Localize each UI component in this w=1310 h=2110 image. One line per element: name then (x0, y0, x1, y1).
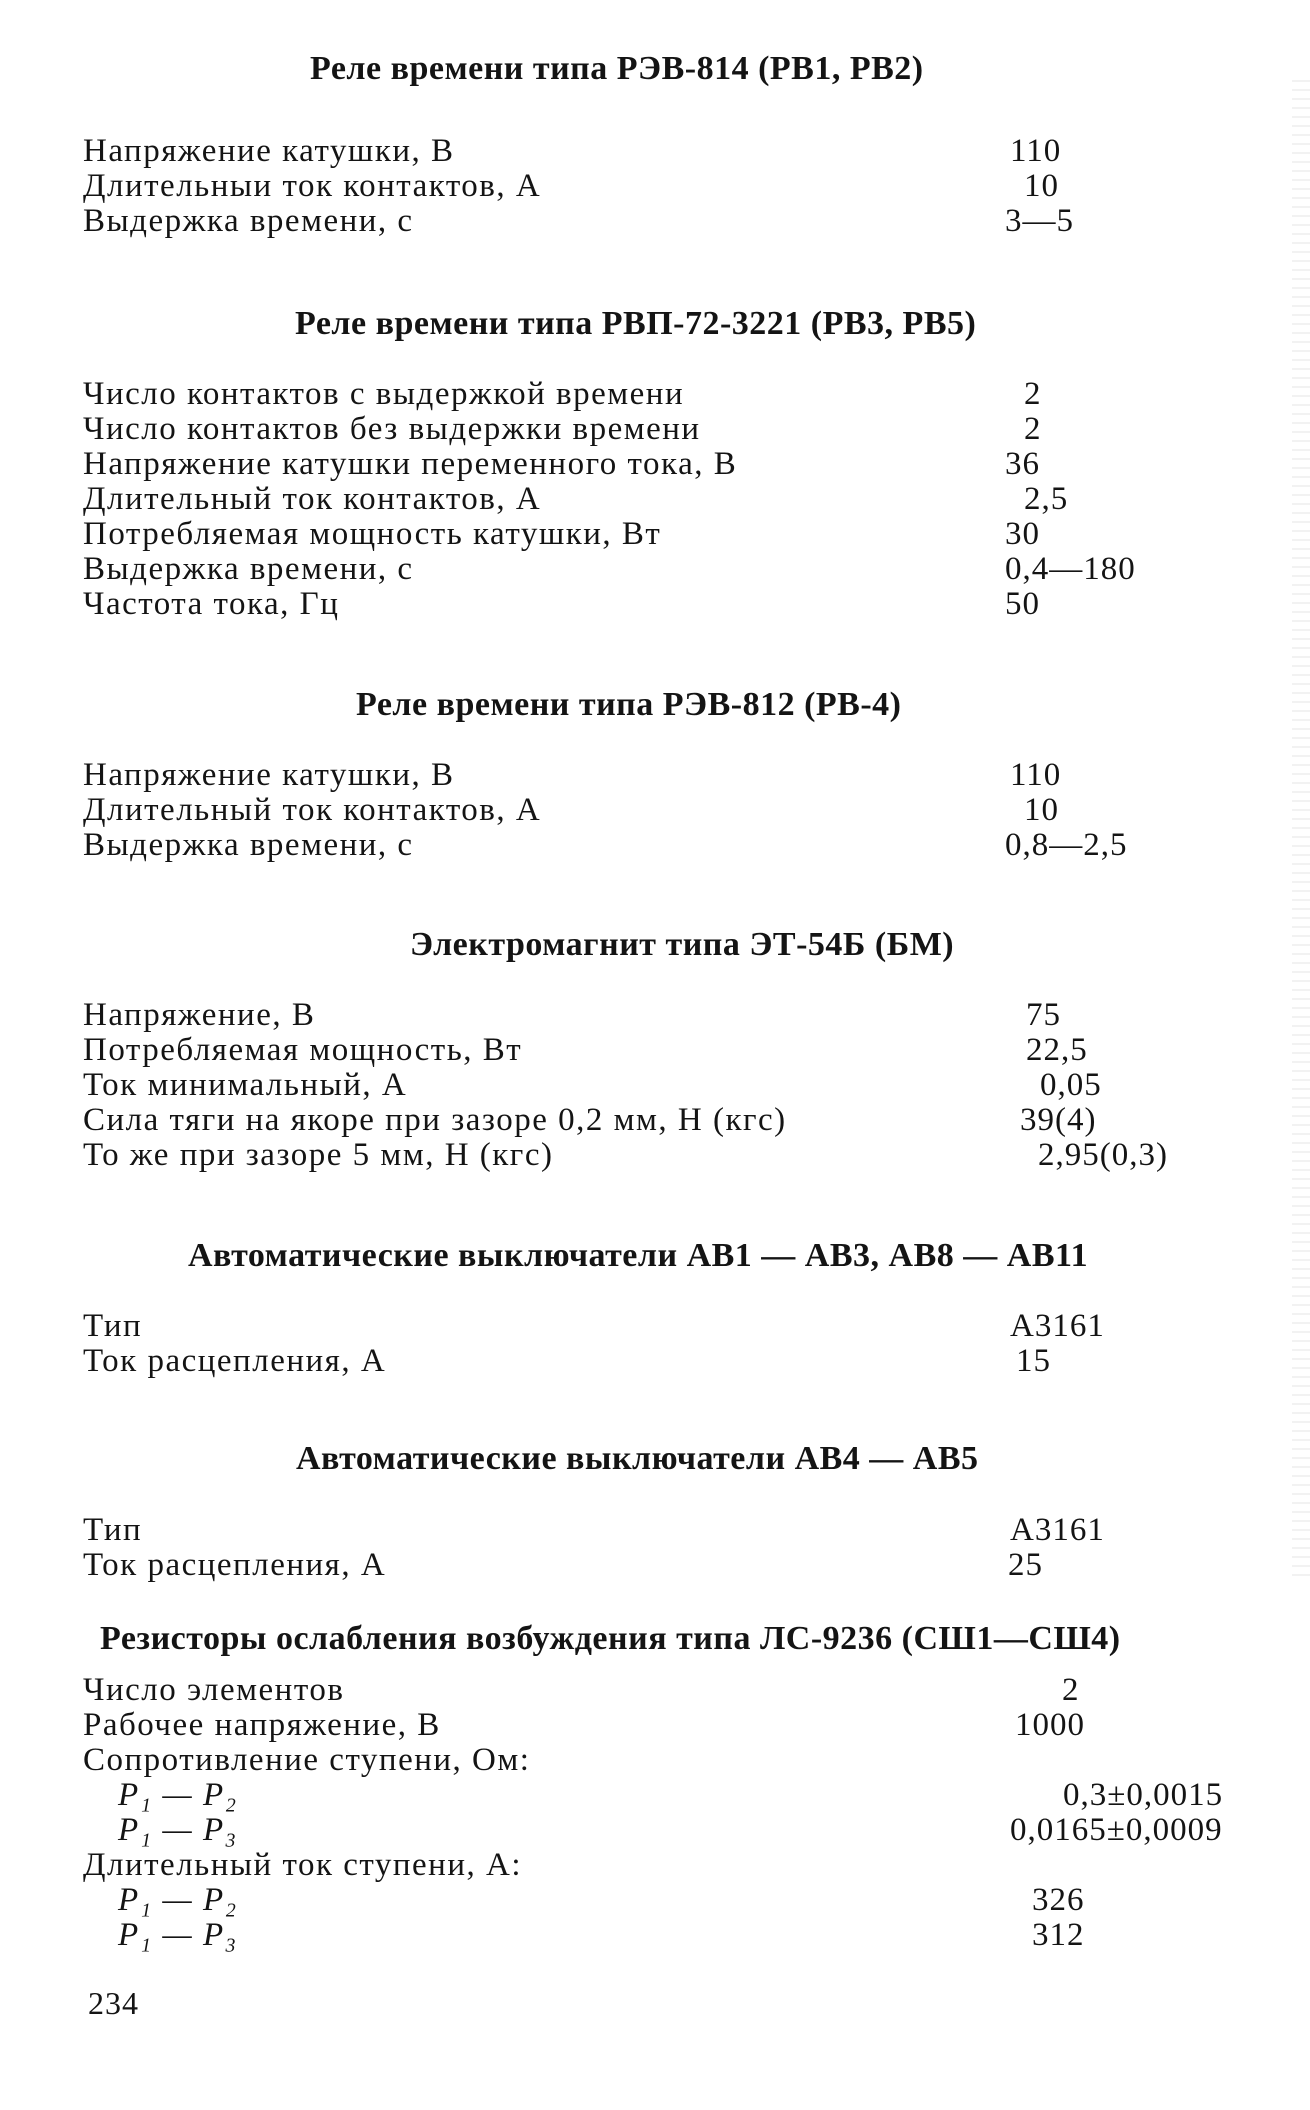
row-value: 39(4) (1020, 1102, 1097, 1138)
row-label: Ток расцепления, А (83, 1547, 387, 1583)
section-title: Автоматические выключатели АВ4 — АВ5 (296, 1440, 979, 1477)
section-title: Реле времени типа РВП-72-3221 (РВ3, РВ5) (295, 305, 977, 342)
row-value: А3161 (1010, 1308, 1105, 1344)
table-row (0, 586, 1310, 622)
row-value: 1000 (1015, 1707, 1085, 1743)
row-label: Сила тяги на якоре при зазоре 0,2 мм, Н (кгс) (83, 1102, 787, 1138)
row-label: Напряжение катушки, В (83, 757, 455, 793)
row-value: 25 (1008, 1547, 1043, 1583)
row-value: 0,8—2,5 (1005, 827, 1128, 863)
table-row (0, 411, 1310, 447)
row-label: Тип (83, 1512, 143, 1548)
row-label: Ток расцепления, А (83, 1343, 387, 1379)
table-row (0, 1742, 1310, 1778)
row-value: 10 (1024, 792, 1059, 828)
row-label: Число контактов с выдержкой времени (83, 376, 685, 412)
table-row (0, 1102, 1310, 1138)
row-value: 30 (1005, 516, 1040, 552)
table-row (0, 1032, 1310, 1068)
row-value: А3161 (1010, 1512, 1105, 1548)
table-row (0, 827, 1310, 863)
row-value: 0,3±0,0015 (1063, 1777, 1224, 1813)
table-row (0, 551, 1310, 587)
row-value: 36 (1005, 446, 1040, 482)
table-row (0, 1707, 1310, 1743)
table-row (0, 1067, 1310, 1103)
table-row (0, 1308, 1310, 1344)
row-value: 0,05 (1040, 1067, 1102, 1103)
table-row (0, 1847, 1310, 1883)
row-value: 50 (1005, 586, 1040, 622)
row-label: То же при зазоре 5 мм, Н (кгс) (83, 1137, 554, 1173)
table-row (0, 997, 1310, 1033)
table-row (0, 1547, 1310, 1583)
row-label: Напряжение, В (83, 997, 316, 1033)
table-row (0, 1917, 1310, 1953)
table-row (0, 133, 1310, 169)
table-row (0, 1777, 1310, 1813)
row-label: Длительный ток ступени, А: (83, 1847, 522, 1883)
row-value: 15 (1016, 1343, 1051, 1379)
row-value: 2,95(0,3) (1038, 1137, 1168, 1173)
scan-edge-artifact (1292, 80, 1310, 1580)
table-row (0, 481, 1310, 517)
table-row (0, 446, 1310, 482)
row-value: 22,5 (1026, 1032, 1088, 1068)
row-label: Тип (83, 1308, 143, 1344)
row-value: 2 (1024, 376, 1042, 412)
row-value: 0,4—180 (1005, 551, 1136, 587)
table-row (0, 792, 1310, 828)
section-title: Электромагнит типа ЭТ-54Б (БМ) (410, 926, 955, 963)
row-label: P₁ — P₃ (118, 1812, 238, 1848)
row-label: Потребляемая мощность, Вт (83, 1032, 523, 1068)
section-title: Резисторы ослабления возбуждения типа ЛС-9236 (СШ1—СШ4) (100, 1620, 1121, 1657)
row-label: Выдержка времени, с (83, 551, 414, 587)
row-value: 0,0165±0,0009 (1010, 1812, 1223, 1848)
row-value: 10 (1024, 168, 1059, 204)
table-row (0, 1882, 1310, 1918)
section-title: Реле времени типа РЭВ-814 (РВ1, РВ2) (310, 50, 924, 87)
row-value: 110 (1010, 133, 1062, 169)
row-label: Число элементов (83, 1672, 345, 1708)
row-label: Длительный ток контактов, А (83, 481, 542, 517)
row-value: 2 (1062, 1672, 1080, 1708)
table-row (0, 1812, 1310, 1848)
row-label: Частота тока, Гц (83, 586, 340, 622)
row-label: P₁ — P₂ (118, 1777, 238, 1813)
row-label: P₁ — P₃ (118, 1917, 238, 1953)
row-label: Напряжение катушки, В (83, 133, 455, 169)
table-row (0, 203, 1310, 239)
table-row (0, 376, 1310, 412)
row-label: Потребляемая мощность катушки, Вт (83, 516, 662, 552)
row-value: 2,5 (1024, 481, 1069, 517)
row-label: Число контактов без выдержки времени (83, 411, 701, 447)
section-title: Автоматические выключатели АВ1 — АВ3, АВ8 — АВ11 (188, 1237, 1089, 1274)
table-row (0, 1343, 1310, 1379)
page-number: 234 (88, 1985, 139, 2021)
row-label: Длительный ток контактов, А (83, 792, 542, 828)
table-row (0, 516, 1310, 552)
table-row (0, 1672, 1310, 1708)
table-row (0, 1512, 1310, 1548)
table-row (0, 757, 1310, 793)
row-value: 326 (1032, 1882, 1085, 1918)
row-label: Ток минимальный, А (83, 1067, 408, 1103)
row-value: 110 (1010, 757, 1062, 793)
row-value: 3—5 (1005, 203, 1074, 239)
row-label: Сопротивление ступени, Ом: (83, 1742, 531, 1778)
row-label: Напряжение катушки переменного тока, В (83, 446, 738, 482)
row-label: Рабочее напряжение, В (83, 1707, 441, 1743)
section-title: Реле времени типа РЭВ-812 (РВ-4) (356, 686, 902, 723)
table-row (0, 1137, 1310, 1173)
row-label: Выдержка времени, с (83, 827, 414, 863)
row-value: 312 (1032, 1917, 1085, 1953)
row-value: 75 (1026, 997, 1061, 1033)
row-value: 2 (1024, 411, 1042, 447)
row-label: Длительныи ток контактов, А (83, 168, 542, 204)
row-label: P₁ — P₂ (118, 1882, 238, 1918)
row-label: Выдержка времени, с (83, 203, 414, 239)
table-row (0, 168, 1310, 204)
